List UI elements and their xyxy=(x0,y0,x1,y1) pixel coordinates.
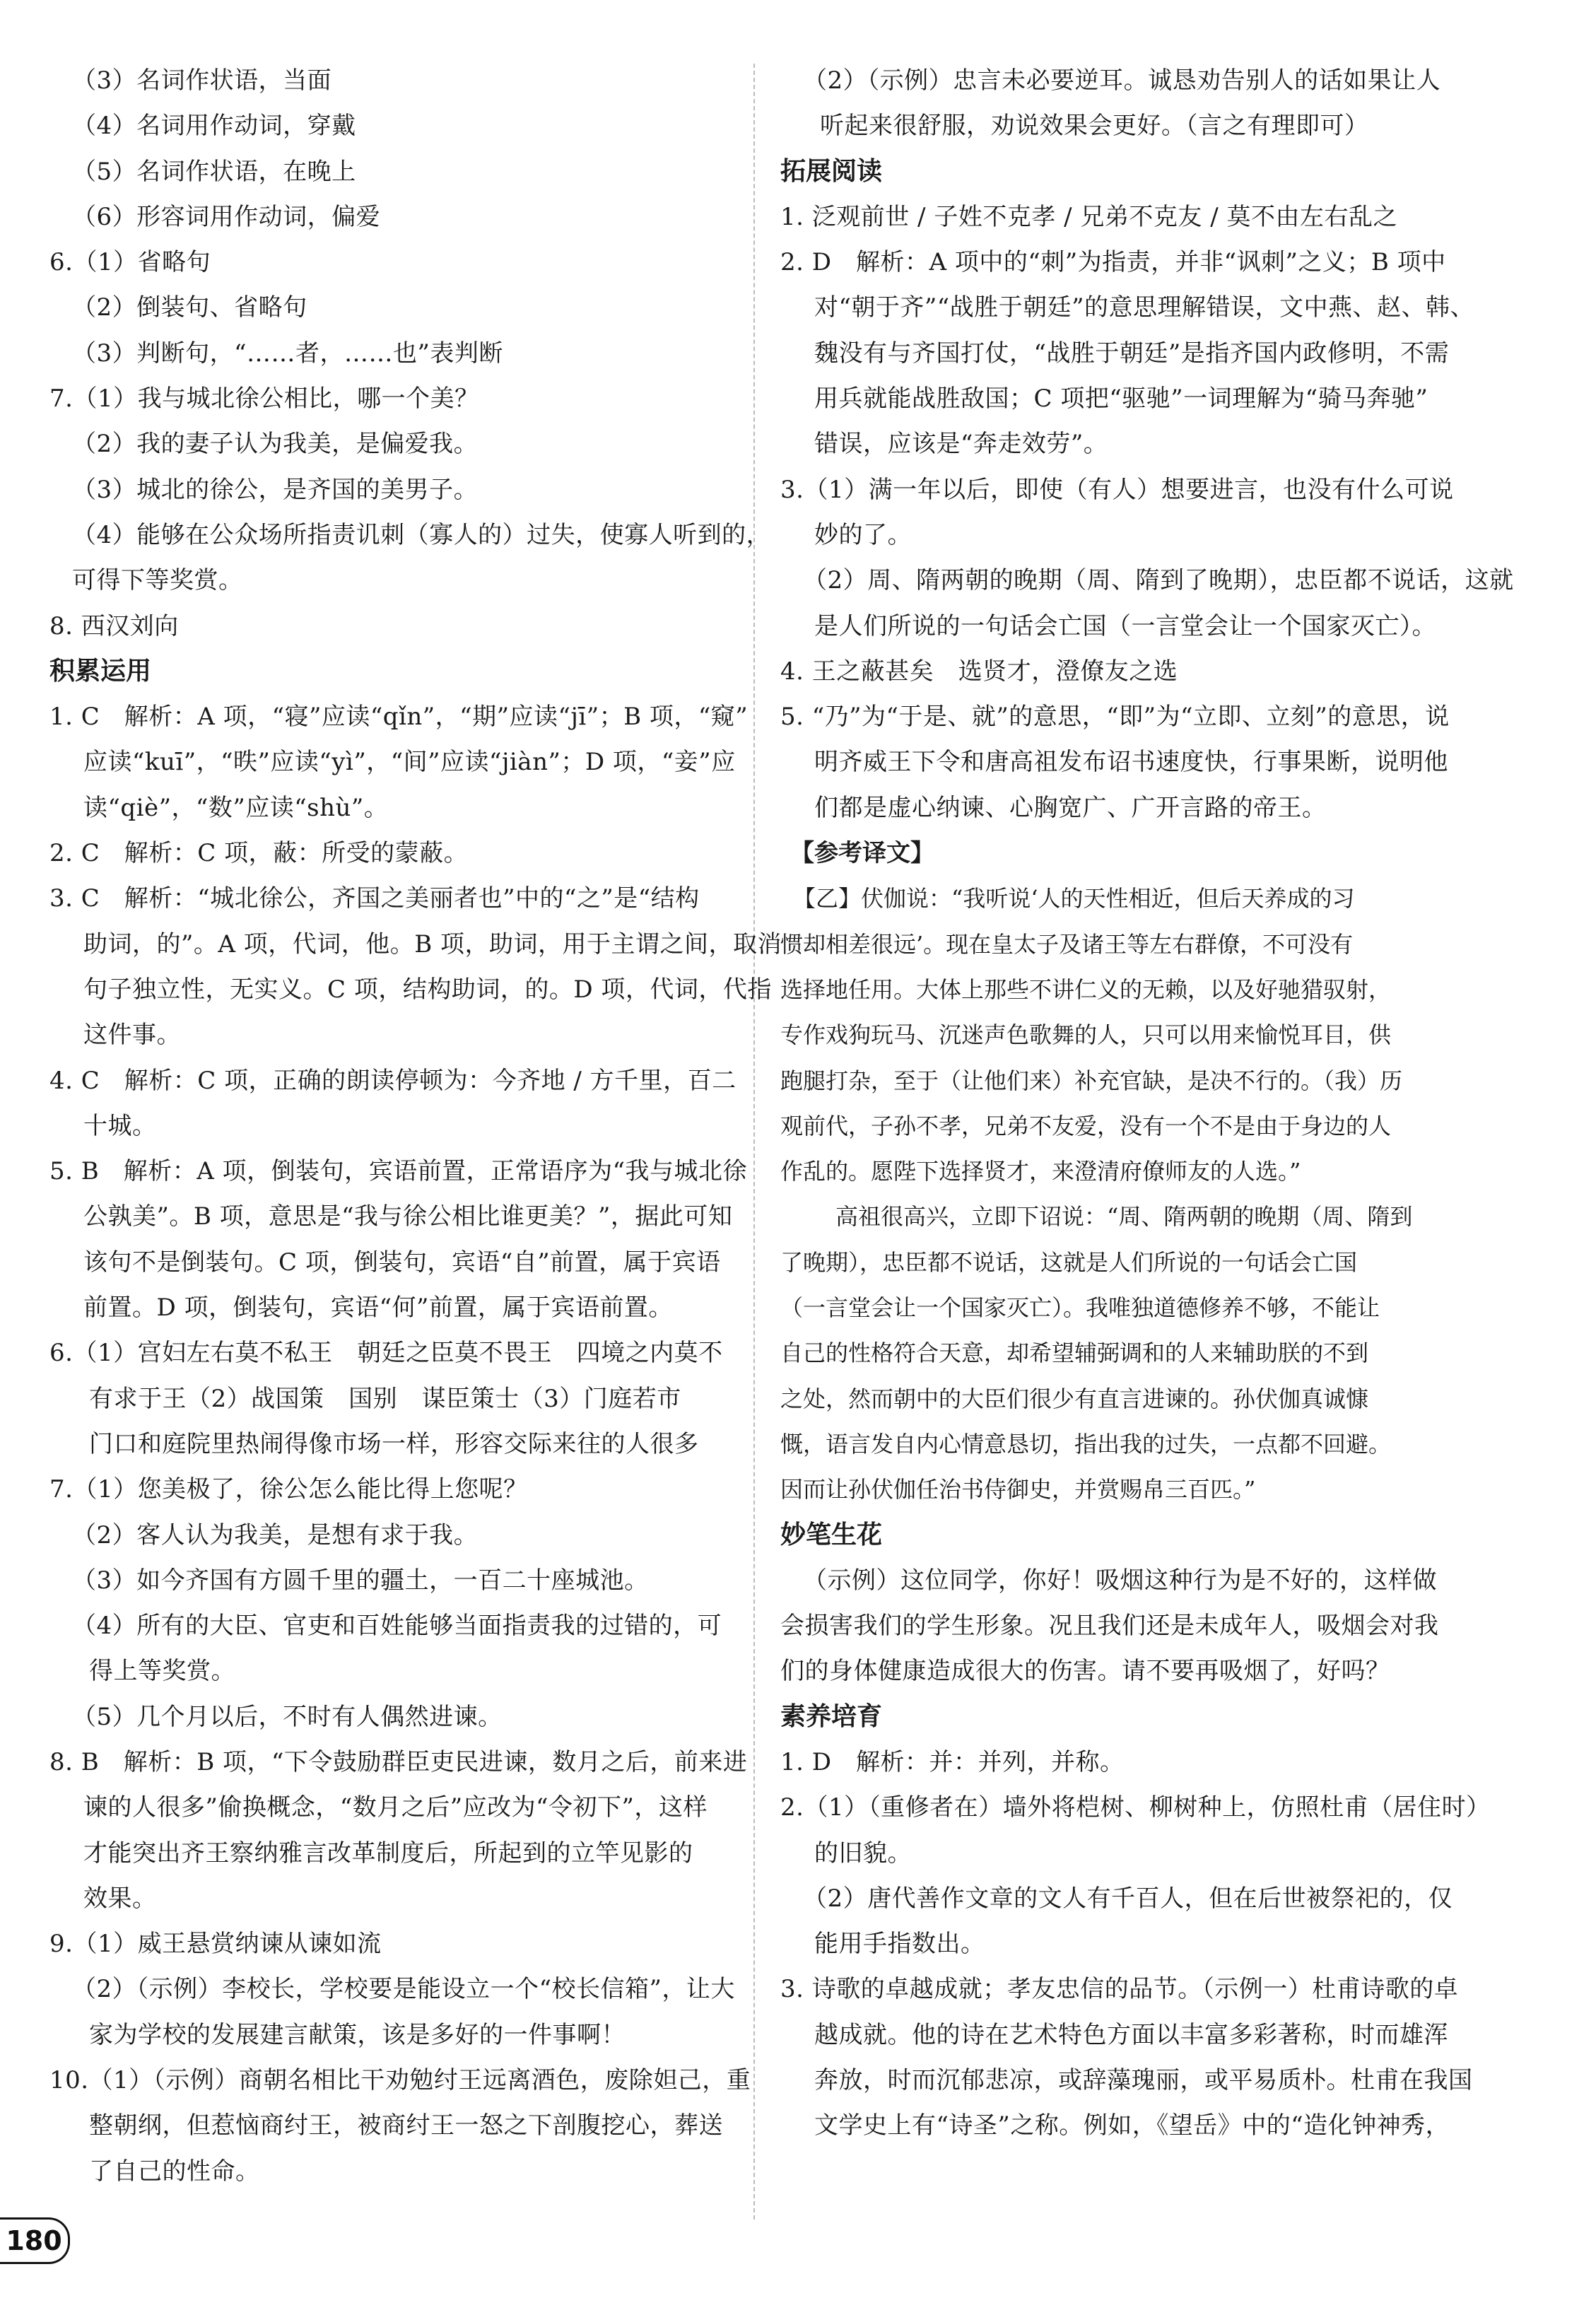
text-line: （3）名词作状语，当面 xyxy=(72,66,332,95)
text-line: 了自己的性命。 xyxy=(89,2157,260,2186)
translation-line: 之处，然而朝中的大臣们很少有直言进谏的。孙伏伽真诚慷 xyxy=(780,1385,1369,1412)
text-line: （2）（示例）忠言未必要逆耳。诚恳劝告别人的话如果让人 xyxy=(803,66,1441,95)
text-line: 2.（1）（重修者在）墙外将桤树、柳树种上，仿照杜甫（居住时） xyxy=(780,1793,1491,1822)
translation-line: 专作戏狗玩马、沉迷声色歌舞的人，只可以用来愉悦耳目，供 xyxy=(780,1021,1392,1049)
text-line: （4）名词用作动词，穿戴 xyxy=(72,112,356,141)
text-line: 们都是虚心纳谏、心胸宽广、广开言路的帝王。 xyxy=(814,793,1327,822)
translation-line: 作乱的。愿陛下选择贤才，来澄清府僚师友的人选。” xyxy=(780,1158,1301,1185)
text-line: 妙的了。 xyxy=(814,520,912,549)
section-heading: 妙笔生花 xyxy=(780,1520,883,1549)
text-line: 会损害我们的学生形象。况且我们还是未成年人，吸烟会对我 xyxy=(780,1612,1439,1641)
translation-line: 慨，语言发自内心情意恳切，指出我的过失，一点都不回避。 xyxy=(780,1430,1392,1458)
text-line: 才能突出齐王察纳雅言改革制度后，所起到的立竿见影的 xyxy=(83,1839,693,1868)
translation-line: 惯却相差很远’。现在皇太子及诸王等左右群僚，不可没有 xyxy=(780,930,1354,958)
section-heading: 积累运用 xyxy=(49,656,152,686)
text-line: 得上等奖赏。 xyxy=(89,1657,235,1686)
translation-line: 【乙】伏伽说：“我听说‘人的天性相近，但后天养成的习 xyxy=(793,885,1355,913)
text-line: （2）客人认为我美，是想有求于我。 xyxy=(72,1520,479,1549)
text-line: 公孰美”。B 项，意思是“我与徐公相比谁更美？”，据此可知 xyxy=(83,1202,733,1231)
text-line: 3. C 解析：“城北徐公，齐国之美丽者也”中的“之”是“结构 xyxy=(49,884,700,913)
text-line: （2）倒装句、省略句 xyxy=(72,293,307,322)
text-line: 读“qiè”，“数”应读“shù”。 xyxy=(83,793,389,822)
text-line: （3）如今齐国有方圆千里的疆土，一百二十座城池。 xyxy=(72,1566,649,1595)
text-line: 该句不是倒装句。C 项，倒装句，宾语“自”前置，属于宾语 xyxy=(83,1248,721,1277)
text-line: 2. D 解析：A 项中的“刺”为指责，并非“讽刺”之义；B 项中 xyxy=(780,248,1446,277)
text-line: （5）几个月以后，不时有人偶然进谏。 xyxy=(72,1702,503,1731)
text-line: 6.（1）省略句 xyxy=(49,248,211,277)
text-line: 门口和庭院里热闹得像市场一样，形容交际来往的人很多 xyxy=(89,1429,699,1458)
text-line: 前置。D 项，倒装句，宾语“何”前置，属于宾语前置。 xyxy=(83,1294,673,1323)
translation-line: 了晚期），忠臣都不说话，这就是人们所说的一句话会亡国 xyxy=(780,1248,1358,1276)
right-column xyxy=(780,58,1514,2149)
text-line: 听起来很舒服，劝说效果会更好。（言之有理即可） xyxy=(820,112,1369,141)
text-line: 5. B 解析：A 项，倒装句，宾语前置，正常语序为“我与城北徐 xyxy=(49,1157,747,1186)
text-line: 7.（1）您美极了，徐公怎么能比得上您呢？ xyxy=(49,1475,528,1504)
text-line: （示例）这位同学，你好！吸烟这种行为是不好的，这样做 xyxy=(803,1566,1437,1595)
text-line: （2）唐代善作文章的文人有千百人，但在后世被祭祀的，仅 xyxy=(803,1884,1453,1913)
text-line: 3. 诗歌的卓越成就；孝友忠信的品节。（示例一）杜甫诗歌的卓 xyxy=(780,1975,1459,2004)
text-line: 有求于王（2）战国策 国别 谋臣策士（3）门庭若市 xyxy=(89,1384,681,1413)
text-line: 文学史上有“诗圣”之称。例如，《望岳》中的“造化钟神秀， xyxy=(814,2111,1450,2140)
text-line: 应读“kuī”，“昳”应读“yì”，“间”应读“jiàn”；D 项，“妾”应 xyxy=(83,748,736,777)
text-line: （2）我的妻子认为我美，是偏爱我。 xyxy=(72,430,479,459)
reference-translation-label: 【参考译文】 xyxy=(790,839,934,868)
section-heading: 拓展阅读 xyxy=(780,156,883,186)
text-line: 1. C 解析：A 项，“寝”应读“qǐn”，“期”应读“jī”；B 项，“窥” xyxy=(49,703,749,732)
text-line: 8. B 解析：B 项，“下令鼓励群臣吏民进谏，数月之后，前来进 xyxy=(49,1747,748,1776)
text-line: 句子独立性，无实义。C 项，结构助词，的。D 项，代词，代指 xyxy=(83,975,772,1004)
text-line: 2. C 解析：C 项，蔽：所受的蒙蔽。 xyxy=(49,839,469,868)
translation-line: 观前代，子孙不孝，兄弟不友爱，没有一个不是由于身边的人 xyxy=(780,1112,1392,1139)
text-line: 整朝纲，但惹恼商纣王，被商纣王一怒之下剖腹挖心，葬送 xyxy=(89,2111,723,2140)
translation-line: （一言堂会让一个国家灭亡）。我唯独道德修养不够，不能让 xyxy=(780,1294,1380,1322)
text-line: 的旧貌。 xyxy=(814,1839,912,1868)
translation-line: 因而让孙伏伽任治书侍御史，并赏赐帛三百匹。” xyxy=(780,1476,1256,1503)
text-line: 家为学校的发展建言献策，该是多好的一件事啊！ xyxy=(89,2020,626,2049)
text-line: （6）形容词用作动词，偏爱 xyxy=(72,202,381,231)
text-line: （3）判断句，“……者，……也”表判断 xyxy=(72,339,503,368)
text-line: 可得下等奖赏。 xyxy=(72,566,243,595)
text-line: 6.（1）宫妇左右莫不私王 朝廷之臣莫不畏王 四境之内莫不 xyxy=(49,1339,723,1368)
text-line: 8. 西汉刘向 xyxy=(49,611,179,640)
text-line: （2）（示例）李校长，学校要是能设立一个“校长信箱”，让大 xyxy=(72,1975,735,2004)
text-line: 奔放，时而沉郁悲凉，或辞藻瑰丽，或平易质朴。杜甫在我国 xyxy=(814,2066,1473,2095)
text-line: （4）能够在公众场所指责讥刺（寡人的）过失，使寡人听到的， xyxy=(72,520,771,549)
text-line: 谏的人很多”偷换概念，“数月之后”应改为“令初下”，这样 xyxy=(83,1793,708,1822)
text-line: 3.（1）满一年以后，即使（有人）想要进言，也没有什么可说 xyxy=(780,475,1454,504)
translation-line: 自己的性格符合天意，却希望辅弼调和的人来辅助朕的不到 xyxy=(780,1339,1369,1367)
translation-line: 高祖很高兴，立即下诏说：“周、隋两朝的晚期（周、隋到 xyxy=(835,1203,1413,1231)
text-line: 是人们所说的一句话会亡国（一言堂会让一个国家灭亡）。 xyxy=(814,611,1436,640)
text-line: 5. “乃”为“于是、就”的意思，“即”为“立即、立刻”的意思，说 xyxy=(780,703,1450,732)
text-line: 错误，应该是“奔走效劳”。 xyxy=(814,430,1108,459)
text-line: 9.（1）威王悬赏纳谏从谏如流 xyxy=(49,1930,382,1959)
text-line: 用兵就能战胜敌国；C 项把“驱驰”一词理解为“骑马奔驰” xyxy=(814,385,1428,414)
text-line: 明齐威王下令和唐高祖发布诏书速度快，行事果断，说明他 xyxy=(814,748,1448,777)
column-divider xyxy=(753,64,755,2220)
text-line: 4. C 解析：C 项，正确的朗读停顿为：今齐地 / 方千里，百二 xyxy=(49,1066,737,1095)
text-line: 1. 泛观前世 / 子姓不克孝 / 兄弟不克友 / 莫不由左右乱之 xyxy=(780,202,1397,231)
text-line: （4）所有的大臣、官吏和百姓能够当面指责我的过错的，可 xyxy=(72,1612,722,1641)
text-line: （3）城北的徐公，是齐国的美男子。 xyxy=(72,475,479,504)
text-line: 4. 王之蔽甚矣 选贤才，澄僚友之选 xyxy=(780,657,1178,686)
translation-line: 选择地任用。大体上那些不讲仁义的无赖，以及好驰猎驭射， xyxy=(780,975,1392,1003)
text-line: 能用手指数出。 xyxy=(814,1930,985,1959)
text-line: 7.（1）我与城北徐公相比，哪一个美？ xyxy=(49,385,479,414)
text-line: 1. D 解析：并：并列，并称。 xyxy=(780,1747,1125,1776)
text-line: 对“朝于齐”“战胜于朝廷”的意思理解错误，文中燕、赵、韩、 xyxy=(814,293,1475,322)
text-line: 十城。 xyxy=(83,1111,157,1140)
text-line: 助词，的”。A 项，代词，他。B 项，助词，用于主谓之间，取消 xyxy=(83,930,782,959)
text-line: 这件事。 xyxy=(83,1021,181,1050)
text-line: （5）名词作状语，在晚上 xyxy=(72,157,356,186)
text-line: 越成就。他的诗在艺术特色方面以丰富多彩著称，时而雄浑 xyxy=(814,2020,1448,2049)
translation-line: 跑腿打杂，至于（让他们来）补充官缺，是决不行的。（我）历 xyxy=(780,1067,1403,1094)
section-heading: 素养培育 xyxy=(780,1701,883,1731)
left-column xyxy=(49,58,782,2194)
text-line: 效果。 xyxy=(83,1884,157,1913)
text-line: （2）周、隋两朝的晚期（周、隋到了晚期），忠臣都不说话，这就 xyxy=(803,566,1514,595)
text-line: 10.（1）（示例）商朝名相比干劝勉纣王远离酒色，废除妲己，重 xyxy=(49,2066,751,2095)
text-line: 们的身体健康造成很大的伤害。请不要再吸烟了，好吗？ xyxy=(780,1657,1390,1686)
page-number-badge: 180 xyxy=(0,2217,70,2264)
text-line: 魏没有与齐国打仗，“战胜于朝廷”是指齐国内政修明，不需 xyxy=(814,339,1450,368)
